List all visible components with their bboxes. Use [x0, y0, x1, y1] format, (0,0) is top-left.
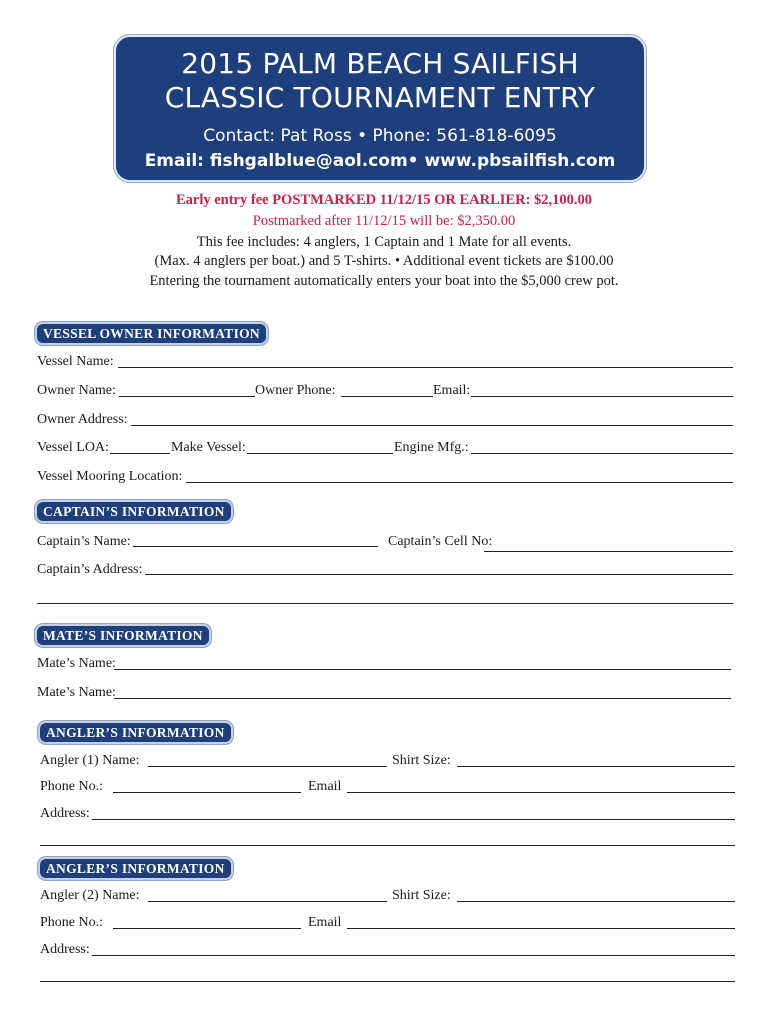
angler-1-address-field-2[interactable] — [40, 845, 735, 846]
owner-email-field[interactable] — [471, 396, 733, 397]
mate-name-field-2[interactable] — [114, 698, 731, 699]
vessel-name-field[interactable] — [118, 367, 733, 368]
angler-2-address-label: Address: — [40, 942, 90, 957]
angler-2-phone-label: Phone No.: — [40, 915, 103, 930]
mate-name-label-1: Mate’s Name: — [37, 656, 116, 671]
angler-2-phone-field[interactable] — [113, 928, 301, 929]
angler-2-name-label: Angler (2) Name: — [40, 888, 140, 903]
captain-name-field[interactable] — [133, 546, 378, 547]
angler-1-heading: ANGLER’S INFORMATION — [40, 723, 231, 742]
angler-1-shirt-label: Shirt Size: — [392, 753, 451, 768]
angler-2-shirt-field[interactable] — [457, 901, 735, 902]
engine-mfg-field[interactable] — [471, 453, 733, 454]
vessel-loa-label: Vessel LOA: — [37, 440, 109, 455]
captain-address-field-2[interactable] — [37, 603, 733, 604]
crew-pot-text: Entering the tournament automatically enters your boat into the $5,000 crew pot. — [149, 273, 619, 289]
captain-address-label: Captain’s Address: — [37, 562, 143, 577]
owner-email-label: Email: — [433, 383, 471, 398]
title-line-1: 2015 PALM BEACH SAILFISH — [181, 47, 579, 80]
engine-mfg-label: Engine Mfg.: — [394, 440, 469, 455]
captain-heading: CAPTAIN’S INFORMATION — [37, 502, 231, 521]
owner-name-label: Owner Name: — [37, 383, 116, 398]
angler-2-address-field[interactable] — [92, 955, 735, 956]
angler-2-address-field-2[interactable] — [40, 981, 735, 982]
mate-name-label-2: Mate’s Name: — [37, 685, 116, 700]
angler-1-address-field[interactable] — [92, 819, 735, 820]
mate-name-field-1[interactable] — [114, 669, 731, 670]
angler-1-shirt-field[interactable] — [457, 766, 735, 767]
angler-1-name-field[interactable] — [148, 766, 387, 767]
vessel-loa-field[interactable] — [110, 453, 170, 454]
angler-1-email-label: Email — [308, 779, 342, 794]
mooring-location-field[interactable] — [186, 482, 733, 483]
make-vessel-label: Make Vessel: — [171, 440, 246, 455]
angler-2-email-field[interactable] — [347, 928, 735, 929]
angler-2-email-label: Email — [308, 915, 342, 930]
vessel-name-label: Vessel Name: — [37, 354, 114, 369]
angler-2-shirt-label: Shirt Size: — [392, 888, 451, 903]
angler-1-address-label: Address: — [40, 806, 90, 821]
angler-1-phone-label: Phone No.: — [40, 779, 103, 794]
fee-includes-text: This fee includes: 4 anglers, 1 Captain and 1 Mate for all events. — [196, 234, 572, 250]
angler-1-name-label: Angler (1) Name: — [40, 753, 140, 768]
contact-line: Contact: Pat Ross • Phone: 561-818-6095 — [203, 126, 557, 146]
make-vessel-field[interactable] — [247, 453, 393, 454]
max-anglers-text: (Max. 4 anglers per boat.) and 5 T-shirts. • Additional event tickets are $100.00 — [154, 253, 614, 269]
mate-heading: MATE’S INFORMATION — [37, 626, 209, 645]
header-banner — [114, 35, 646, 182]
owner-phone-field[interactable] — [341, 396, 433, 397]
late-fee-text: Postmarked after 11/12/15 will be: $2,350.00 — [252, 213, 516, 229]
angler-1-email-field[interactable] — [347, 792, 735, 793]
angler-1-phone-field[interactable] — [113, 792, 301, 793]
captain-address-field[interactable] — [145, 574, 733, 575]
early-fee-text: Early entry fee POSTMARKED 11/12/15 OR EARLIER: $2,100.00 — [175, 192, 593, 208]
owner-address-label: Owner Address: — [37, 412, 128, 427]
title-line-2: CLASSIC TOURNAMENT ENTRY — [164, 81, 596, 114]
angler-2-heading: ANGLER’S INFORMATION — [40, 859, 231, 878]
captain-cell-field[interactable] — [484, 551, 733, 552]
email-line: Email: fishgalblue@aol.com• www.pbsailfish.com — [144, 151, 616, 171]
captain-name-label: Captain’s Name: — [37, 534, 131, 549]
owner-name-field[interactable] — [119, 396, 255, 397]
captain-cell-label: Captain’s Cell No: — [388, 534, 493, 549]
mooring-location-label: Vessel Mooring Location: — [37, 469, 183, 484]
angler-2-name-field[interactable] — [148, 901, 387, 902]
owner-phone-label: Owner Phone: — [255, 383, 336, 398]
owner-address-field[interactable] — [131, 425, 733, 426]
vessel-owner-heading: VESSEL OWNER INFORMATION — [37, 324, 266, 343]
